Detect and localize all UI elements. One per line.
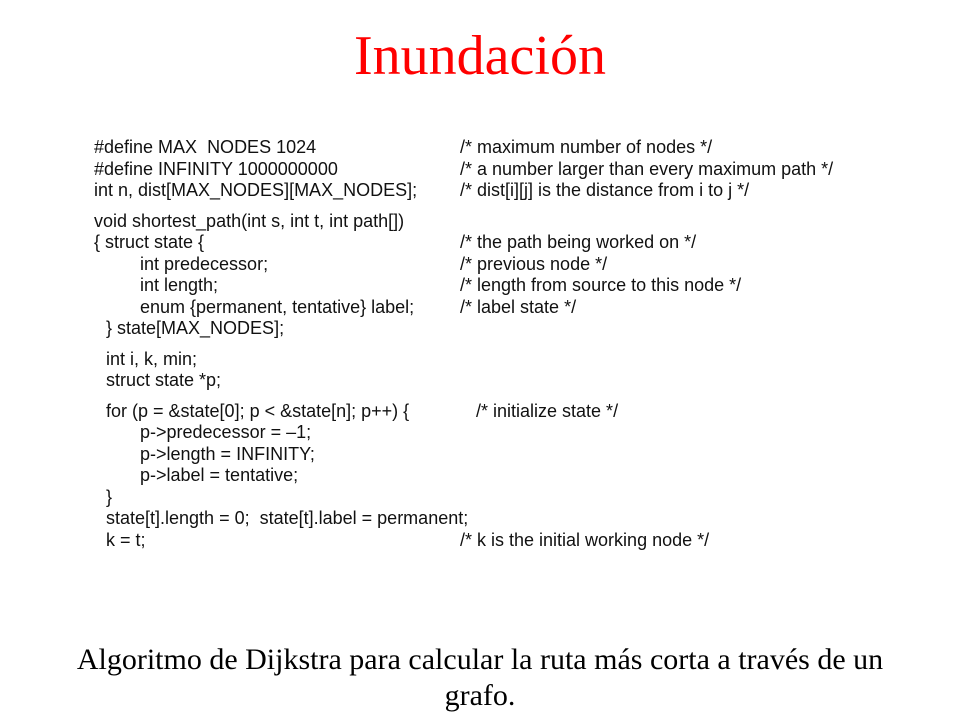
- code-text: #define MAX NODES 1024: [94, 137, 317, 157]
- code-line: [94, 232, 914, 254]
- code-line: [94, 211, 914, 233]
- code-line: [94, 275, 914, 297]
- code-text: int i, k, min;: [106, 348, 198, 369]
- code-line: [94, 508, 914, 530]
- code-comment: /* dist[i][j] is the distance from i to j */: [460, 180, 750, 200]
- code-text: } state[MAX_NODES];: [106, 318, 285, 338]
- code-line: [94, 318, 914, 340]
- code-text: enum {permanent, tentative} label;: [140, 296, 415, 317]
- code-text: p->label = tentative;: [140, 465, 299, 485]
- code-text: { struct state {: [94, 232, 205, 252]
- code-line: [94, 530, 914, 552]
- code-text: }: [106, 486, 113, 507]
- code-text: p->length = INFINITY;: [140, 443, 315, 464]
- code-line: [94, 180, 914, 202]
- code-line: [94, 159, 914, 181]
- code-line: [94, 487, 914, 509]
- code-text: #define INFINITY 1000000000: [94, 158, 338, 179]
- code-text: int length;: [140, 275, 219, 295]
- code-line: [94, 370, 914, 392]
- code-line: [94, 465, 914, 487]
- code-comment: /* k is the initial working node */: [460, 529, 710, 550]
- code-text: for (p = &state[0]; p < &state[n]; p++) {: [106, 400, 410, 421]
- code-text: int predecessor;: [140, 253, 269, 274]
- code-listing: [94, 137, 914, 551]
- code-line: [94, 254, 914, 276]
- code-text: p->predecessor = –1;: [140, 422, 312, 442]
- code-text: k = t;: [106, 529, 146, 550]
- code-comment: /* a number larger than every maximum path */: [460, 158, 834, 179]
- code-line: [94, 297, 914, 319]
- code-text: void shortest_path(int s, int t, int path[]): [94, 210, 405, 231]
- code-line: [94, 401, 914, 423]
- code-comment: /* previous node */: [460, 253, 608, 274]
- code-text: struct state *p;: [106, 370, 222, 390]
- code-text: int n, dist[MAX_NODES][MAX_NODES];: [94, 180, 418, 200]
- slide-caption: Algoritmo de Dijkstra para calcular la ruta más corta a través de un grafo.: [76, 643, 884, 712]
- code-comment: /* maximum number of nodes */: [460, 137, 713, 157]
- slide-title: Inundación: [354, 25, 606, 87]
- code-comment: /* initialize state */: [476, 400, 619, 421]
- code-line: [94, 137, 914, 159]
- code-text: state[t].length = 0; state[t].label = permanent;: [106, 508, 469, 528]
- code-line: [94, 349, 914, 371]
- code-comment: /* label state */: [460, 296, 577, 317]
- code-line: [94, 422, 914, 444]
- code-comment: /* length from source to this node */: [460, 275, 742, 295]
- code-comment: /* the path being worked on */: [460, 232, 697, 252]
- code-line: [94, 444, 914, 466]
